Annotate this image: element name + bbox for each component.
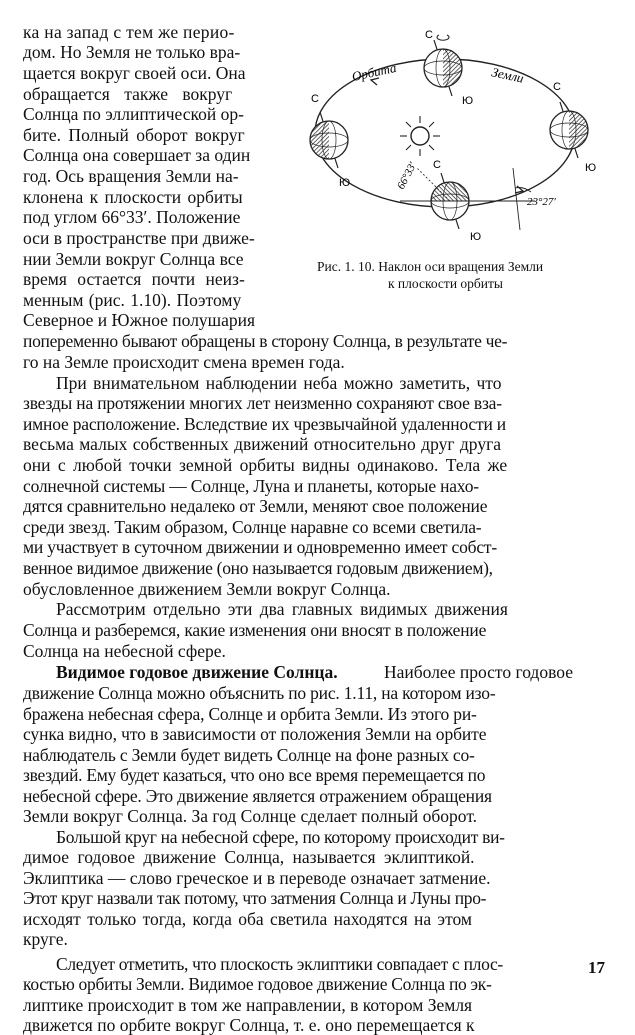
text-line: время остается почти неиз- bbox=[23, 269, 245, 289]
text-line: круге. bbox=[23, 929, 68, 949]
text-line: имное расположение. Вследствие их чрезвычайной удаленности и bbox=[23, 414, 506, 434]
text-line: движется по орбите вокруг Солнца, т. е. оно перемещается к bbox=[23, 1015, 475, 1035]
text-line: Наиболее просто годовое bbox=[384, 662, 573, 682]
south-label: Ю bbox=[339, 177, 351, 189]
text-line: Северное и Южное полушария bbox=[23, 310, 256, 330]
north-label: С bbox=[425, 29, 433, 41]
south-label: Ю bbox=[462, 95, 474, 107]
text-line: исходят только тогда, когда оба светила находятся на этом bbox=[23, 908, 472, 929]
text-line: звезды на протяжении многих лет неизменно сохраняют свое вза- bbox=[23, 393, 502, 413]
vertical-guide bbox=[513, 168, 520, 230]
text-line: липтике происходит в том же направлении, в котором Земля bbox=[23, 994, 473, 1015]
text-line: Эклиптика — слово греческое и в переводе означает затмение. bbox=[23, 867, 491, 888]
text-line: димое годовое движение Солнца, называется эклиптикой. bbox=[23, 847, 475, 867]
earth-globe-icon bbox=[424, 35, 462, 96]
text-line: дятся сравнительно недалеко от Земли, меняют свое положение bbox=[23, 496, 488, 516]
text-line: весьма малых собственных движений относительно друг друга bbox=[23, 434, 502, 454]
north-label: С bbox=[553, 81, 561, 93]
text-line: наблюдатель с Земли будет видеть Солнце на фоне разных со- bbox=[23, 744, 475, 765]
text-line: венное видимое движение (оно называется годовым движением), bbox=[23, 558, 493, 578]
text-line: Солнца она совершает за один bbox=[23, 145, 251, 165]
text-line: Солнца и разберемся, какие изменения они вносят в положение bbox=[23, 620, 487, 640]
text-line: Этот круг назвали так потому, что затмения Солнца и Луны про- bbox=[23, 888, 487, 908]
text-line: сунка видно, что в зависимости от положения Земли на орбите bbox=[23, 724, 487, 744]
text-line: Большой круг на небесной сфере, по которому происходит ви- bbox=[56, 826, 505, 847]
section-heading: Видимое годовое движение Солнца. bbox=[56, 662, 338, 682]
orbit-label: Орбита bbox=[350, 59, 398, 84]
text-line: небесной сфере. Это движение является отражением обращения bbox=[23, 785, 492, 806]
orbit-diagram bbox=[305, 18, 615, 248]
text-line: Солнца по эллиптической ор- bbox=[23, 104, 244, 124]
text-line: Следует отметить, что плоскость эклиптики совпадает с плос- bbox=[56, 953, 503, 974]
tilt-angle-label: 23°27′ bbox=[527, 196, 556, 208]
text-line: они с любой точки земной орбиты видны одинаково. Тела же bbox=[23, 455, 508, 475]
earth-label: Земли bbox=[490, 64, 526, 86]
text-line: оси в пространстве при движе- bbox=[23, 228, 255, 248]
text-line: под углом 66°33′. Положение bbox=[23, 207, 241, 227]
text-line: нии Земли вокруг Солнца все bbox=[23, 249, 244, 269]
south-label: Ю bbox=[585, 162, 597, 174]
figure-caption: к плоскости орбиты bbox=[388, 276, 503, 291]
text-line: дом. Но Земля не только вра- bbox=[23, 42, 241, 62]
text-line: среди звезд. Таким образом, Солнце наравне со всеми светила- bbox=[23, 517, 482, 537]
text-line: звездий. Ему будет казаться, что оно все время перемещается по bbox=[23, 765, 486, 785]
text-line: При внимательном наблюдении неба можно заметить, что bbox=[56, 373, 502, 393]
text-line: год. Ось вращения Земли на- bbox=[23, 166, 239, 186]
sun-icon bbox=[400, 116, 440, 156]
page-number: 17 bbox=[588, 958, 605, 977]
text-line: обусловленное движением Земли вокруг Солнца. bbox=[23, 579, 391, 599]
earth-globe-icon bbox=[550, 102, 588, 158]
text-line: менным (рис. 1.10). Поэтому bbox=[23, 290, 242, 310]
text-line: движение Солнца можно объяснить по рис. 1.11, на котором изо- bbox=[23, 683, 496, 703]
text-line: попеременно бывают обращены в сторону Солнца, в результате че- bbox=[23, 331, 508, 351]
text-line: го на Земле происходит смена времен года. bbox=[23, 352, 345, 372]
text-line: ми участвует в суточном движении и одновременно имеет собст- bbox=[23, 537, 497, 557]
text-line: бите. Полный оборот вокруг bbox=[23, 125, 245, 145]
earth-globe-icon bbox=[310, 112, 348, 168]
north-label: С bbox=[311, 93, 319, 105]
text-line: солнечной системы — Солнце, Луна и планеты, которые нахо- bbox=[23, 476, 479, 496]
text-line: ка на запад с тем же перио- bbox=[23, 22, 235, 42]
text-line: щается вокруг своей оси. Она bbox=[23, 63, 246, 83]
figure-caption: Рис. 1. 10. Наклон оси вращения Земли bbox=[317, 259, 544, 274]
axis-angle-label: 66°33′ bbox=[395, 160, 420, 192]
text-line: костью орбиты Земли. Видимое годовое движение Солнца по эк- bbox=[23, 974, 492, 994]
text-line: обращается также вокруг bbox=[23, 84, 233, 104]
text-line: бражена небесная сфера, Солнце и орбита Земли. Из этого ри- bbox=[23, 703, 477, 724]
text-line: Солнца на небесной сфере. bbox=[23, 641, 226, 661]
north-label: С bbox=[433, 159, 441, 171]
south-label: Ю bbox=[470, 231, 482, 243]
text-line: Земли вокруг Солнца. За год Солнце сделает полный оборот. bbox=[23, 806, 478, 826]
text-line: клонена к плоскости орбиты bbox=[23, 187, 243, 207]
text-line: Рассмотрим отдельно эти два главных видимых движения bbox=[56, 599, 508, 619]
